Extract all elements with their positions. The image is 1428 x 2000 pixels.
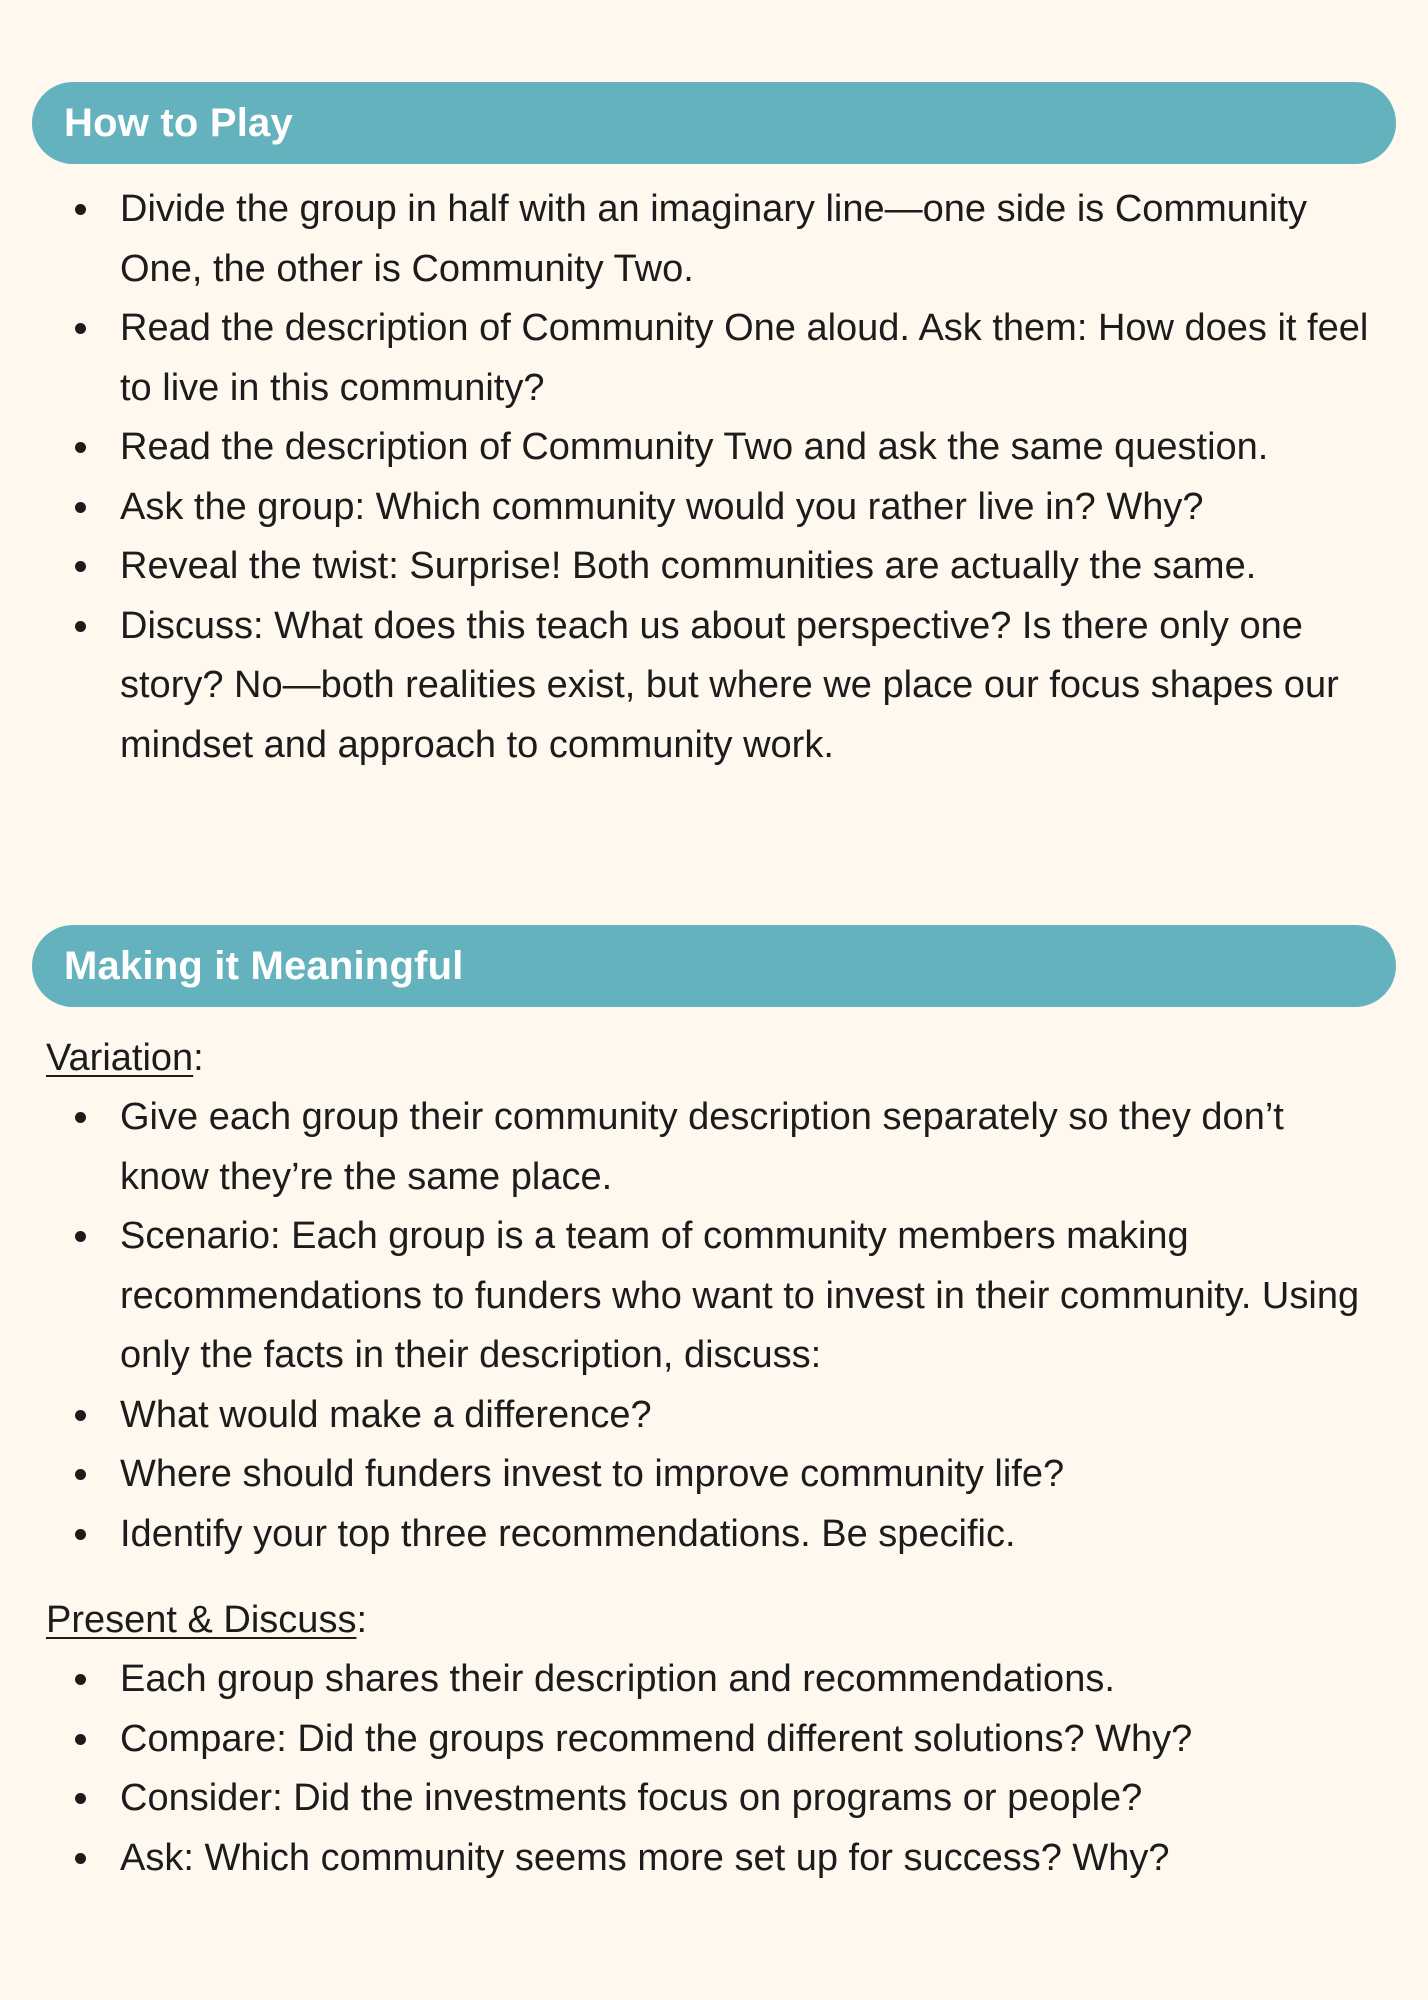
present-discuss-heading	[46, 1591, 367, 1651]
list-item: Reveal the twist: Surprise! Both communities are actually the same.	[0, 537, 1428, 597]
list-item: Discuss: What does this teach us about perspective? Is there only one story? No—both realities exist, but where we place our focus shapes our mindset and approach to community work.	[0, 597, 1428, 776]
list-item: Ask the group: Which community would you rather live in? Why?	[0, 478, 1428, 538]
list-item: Give each group their community description separately so they don’t know they’re the same place.	[0, 1088, 1428, 1207]
list-item: Identify your top three recommendations. Be specific.	[0, 1505, 1428, 1565]
how-to-play-header	[32, 82, 1396, 164]
list-item: Consider: Did the investments focus on programs or people?	[0, 1769, 1428, 1829]
how-to-play-title: How to Play	[64, 100, 293, 145]
present-discuss-label: Present & Discuss	[46, 1599, 357, 1641]
making-it-meaningful-title: Making it Meaningful	[64, 943, 464, 988]
list-item: Each group shares their description and recommendations.	[0, 1650, 1428, 1710]
list-item: Ask: Which community seems more set up for success? Why?	[0, 1829, 1428, 1889]
list-item: What would make a difference?	[0, 1386, 1428, 1446]
list-item: Read the description of Community Two and ask the same question.	[0, 418, 1428, 478]
how-to-play-list	[0, 180, 1428, 775]
list-item: Read the description of Community One aloud. Ask them: How does it feel to live in this community?	[0, 299, 1428, 418]
present-discuss-list	[0, 1650, 1428, 1888]
making-it-meaningful-header	[32, 925, 1396, 1007]
present-discuss-colon: :	[356, 1599, 368, 1641]
list-item: Scenario: Each group is a team of community members making recommendations to funders who want to invest in their community. Using only the facts in their description, discuss:	[0, 1207, 1428, 1386]
variation-heading	[46, 1029, 204, 1089]
list-item: Compare: Did the groups recommend different solutions? Why?	[0, 1710, 1428, 1770]
variation-list	[0, 1088, 1428, 1564]
variation-colon: :	[193, 1037, 204, 1079]
list-item: Where should funders invest to improve community life?	[0, 1445, 1428, 1505]
variation-label: Variation	[46, 1037, 194, 1079]
list-item: Divide the group in half with an imaginary line—one side is Community One, the other is Community Two.	[0, 180, 1428, 299]
